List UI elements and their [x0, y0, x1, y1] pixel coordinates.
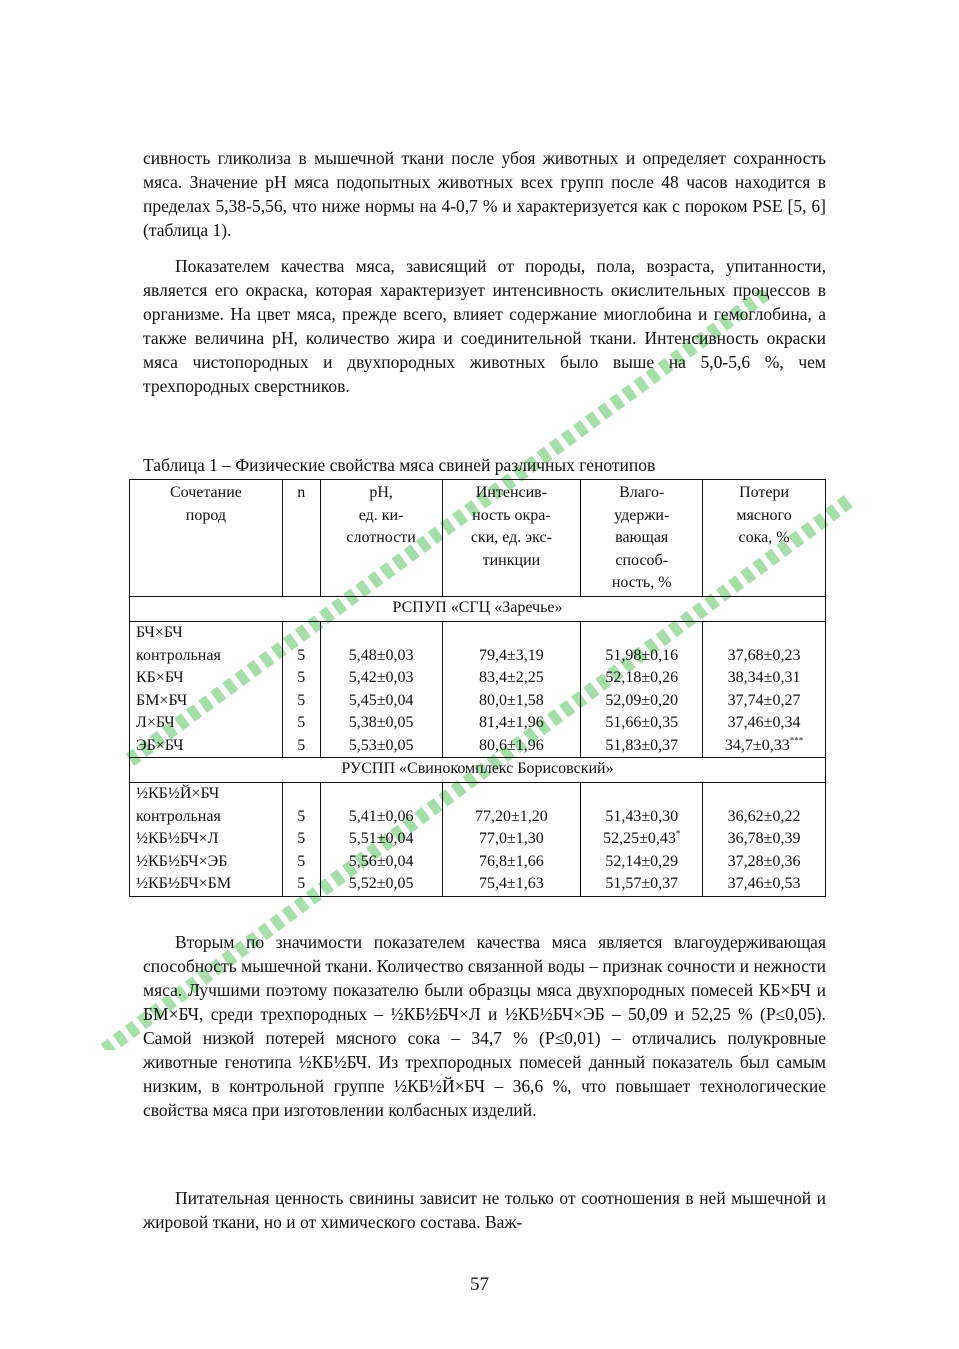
- ph-value: 5,52±0,05: [348, 875, 414, 892]
- water-value: 51,43±0,30: [605, 807, 679, 825]
- color-value: 77,0±1,30: [479, 830, 544, 847]
- color-values-cell: [442, 783, 581, 897]
- loss-value: 34,7±0,33: [724, 736, 790, 754]
- ph-value: 5,56±0,04: [348, 852, 414, 870]
- ph-values-cell: [320, 622, 442, 758]
- n-value: 5: [297, 736, 306, 754]
- breed-name: ½КБ½БЧ×БМ: [136, 875, 232, 892]
- breed-name: ½КБ½БЧ×Л: [136, 830, 219, 847]
- n-value: 5: [297, 807, 306, 825]
- section-title-row: [130, 597, 826, 622]
- header-juice-loss: Потери мясного сока, %: [703, 480, 826, 597]
- water-value: 51,57±0,37: [605, 875, 679, 892]
- page-number: 57: [470, 1274, 489, 1295]
- ph-value: 5,45±0,04: [348, 691, 414, 709]
- ph-value: 5,48±0,03: [348, 646, 414, 664]
- color-value: 75,4±1,63: [479, 875, 544, 892]
- ph-value: 5,38±0,05: [348, 714, 414, 731]
- loss-value: 36,78±0,39: [727, 830, 801, 847]
- paragraph-4: Питательная ценность свинины зависит не только от соотношения в ней мышечной и жировой ткани, но и от химического состава. Важ-: [143, 1188, 826, 1232]
- header-water-holding: Влаго- удержи- вающая способ- ность, %: [581, 480, 703, 597]
- paragraph-3: Вторым по значимости показателем качества мяса является влагоудерживающая способность мышечной ткани. Количество связанной воды – признак сочности и нежности мяса. Лучшими поэтому показателю были образцы мяса двухпородных помесей КБ×БЧ и БМ×БЧ, среди трехпородных – ½КБ½БЧ×Л и ½КБ½БЧ×ЭБ – 50,09 и 52,25 % (P≤0,05). Самой низкой потерей мясного сока – 34,7 % (P≤0,01) – отличались полукровные животные генотипа ½КБ½БЧ. Из трехпородных помесей данный показатель был самым низким, в контрольной группе ½КБ½Й×БЧ – 36,6 %, что повышает технологические свойства мяса при изготовлении колбасных изделий.: [143, 932, 826, 1120]
- n-value: 5: [297, 875, 306, 892]
- header-ph: pH, ед. ки- слотности: [320, 480, 442, 597]
- table-header-row: [130, 480, 826, 597]
- ph-value: 5,42±0,03: [348, 669, 414, 686]
- ph-value: 5,51±0,04: [348, 830, 414, 847]
- n-values-cell: [282, 783, 320, 897]
- ph-value: 5,53±0,05: [348, 736, 414, 754]
- n-value: 5: [297, 830, 306, 847]
- water-value: 52,18±0,26: [605, 669, 679, 686]
- loss-value: 37,46±0,53: [727, 875, 801, 892]
- table-row: [130, 622, 826, 758]
- ph-values-cell: [320, 783, 442, 897]
- loss-value: 37,28±0,36: [727, 852, 801, 870]
- color-value: 80,0±1,58: [479, 691, 544, 709]
- n-value: 5: [297, 691, 306, 709]
- n-value: 5: [297, 714, 306, 731]
- water-value: 51,66±0,35: [605, 714, 679, 731]
- section-title: РУСПП «Свинокомплекс Борисовский»: [130, 758, 826, 783]
- water-value: 52,14±0,29: [605, 852, 679, 870]
- breed-names-cell: [130, 783, 283, 897]
- breed-name: контрольная: [136, 807, 221, 825]
- breed-names-cell: [130, 622, 283, 758]
- header-breed-combination: Сочетание пород: [130, 480, 283, 597]
- paragraph-2: Показателем качества мяса, зависящий от породы, пола, возраста, упитанности, является его окраска, которая характеризует интенсивность окислительных процессов в организме. На цвет мяса, прежде всего, влияет содержание миоглобина и гемоглобина, а также величина pH, количество жира и соединительной ткани. Интенсивность окраски мяса чистопородных и двухпородных животных было выше на 5,0-5,6 %, чем трехпородных сверстников.: [143, 256, 826, 396]
- loss-value: 37,74±0,27: [727, 691, 801, 709]
- water-values-cell: [581, 622, 703, 758]
- n-values-cell: [282, 622, 320, 758]
- color-values-cell: [442, 622, 581, 758]
- loss-value: 38,34±0,31: [727, 669, 801, 686]
- n-value: 5: [297, 852, 306, 870]
- water-value: 52,25±0,43: [603, 830, 676, 847]
- breed-name: ½КБ½БЧ×ЭБ: [136, 852, 228, 870]
- ph-value: 5,41±0,06: [348, 807, 414, 825]
- loss-value: 37,68±0,23: [727, 646, 801, 664]
- color-value: 83,4±2,25: [479, 669, 544, 686]
- properties-table: [129, 479, 826, 897]
- color-value: 77,20±1,20: [475, 807, 548, 825]
- loss-value: 37,46±0,34: [727, 714, 801, 731]
- water-values-cell: 51,43±0,30 52,25±0,43* 52,14±0,29 51,57±0,37: [581, 783, 703, 897]
- n-value: 5: [297, 669, 306, 686]
- header-color-intensity: Интенсив- ность окра- ски, ед. экс- тинкции: [442, 480, 581, 597]
- breed-name: КБ×БЧ: [136, 669, 184, 686]
- water-value: 51,98±0,16: [605, 646, 679, 664]
- table-caption: Таблица 1 – Физические свойства мяса свиней различных генотипов: [143, 455, 656, 475]
- breed-name: контрольная: [136, 646, 221, 664]
- breed-name: ЭБ×БЧ: [136, 736, 184, 754]
- water-value: 51,83±0,37: [605, 736, 679, 754]
- paragraph-1: сивность гликолиза в мышечной ткани после убоя животных и определяет сохранность мяса. Значение pH мяса подопытных животных всех групп после 48 часов находится в пределах 5,38-5,56, что ниже нормы на 4-0,7 % и характеризуется как с пороком PSE [5, 6] (таблица 1).: [143, 148, 826, 240]
- color-value: 81,4±1,96: [479, 714, 544, 731]
- header-n: n: [282, 480, 320, 597]
- breed-name: БЧ×БЧ: [136, 624, 183, 641]
- breed-name: ½КБ½Й×БЧ: [136, 785, 220, 802]
- color-value: 79,4±3,19: [479, 646, 544, 664]
- section-title: РСПУП «СГЦ «Заречье»: [130, 597, 826, 622]
- color-value: 76,8±1,66: [479, 852, 544, 870]
- table-row: [130, 783, 826, 897]
- loss-values-cell: 37,68±0,23 38,34±0,31 37,74±0,27 37,46±0,34 34,7±0,33***: [703, 622, 826, 758]
- breed-name: БМ×БЧ: [136, 691, 188, 709]
- section-title-row: [130, 758, 826, 783]
- color-value: 80,6±1,96: [479, 736, 544, 754]
- loss-values-cell: [703, 783, 826, 897]
- n-value: 5: [297, 646, 306, 664]
- loss-value: 36,62±0,22: [727, 807, 801, 825]
- breed-name: Л×БЧ: [136, 714, 175, 731]
- water-value: 52,09±0,20: [605, 691, 679, 709]
